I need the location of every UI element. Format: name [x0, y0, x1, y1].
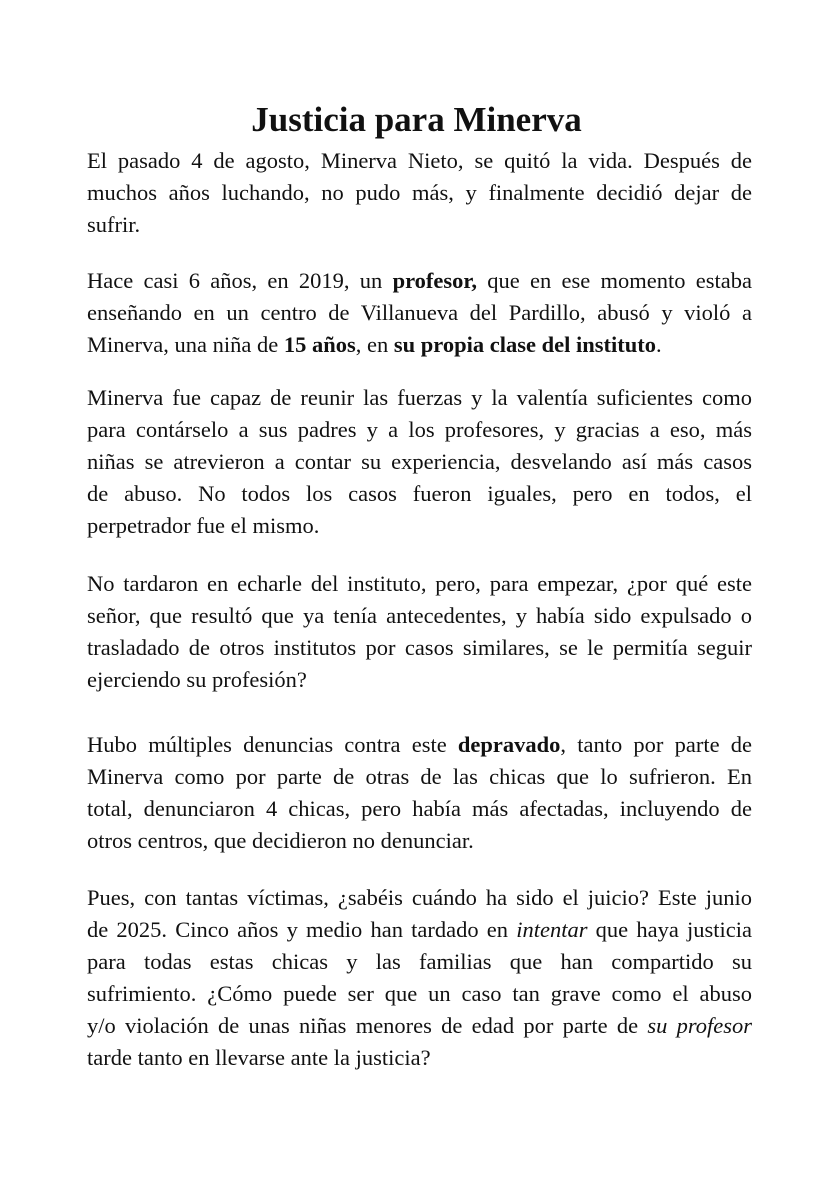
- paragraph-line: niñas se atrevieron a contar su experiencia, desvelando así más casos: [87, 449, 752, 474]
- paragraph-line: sufrimiento. ¿Cómo puede ser que un caso tan grave como el abuso: [87, 981, 752, 1006]
- text-run: que haya justicia: [587, 917, 752, 942]
- paragraph-line: perpetrador fue el mismo.: [87, 513, 320, 538]
- bold-text-run: profesor,: [392, 268, 477, 293]
- paragraph-line: No tardaron en echarle del instituto, pero, para empezar, ¿por qué este: [87, 571, 752, 596]
- paragraph-line: enseñando en un centro de Villanueva del Pardillo, abusó y violó a: [87, 300, 752, 325]
- paragraph-line: tarde tanto en llevarse ante la justicia?: [87, 1045, 431, 1070]
- paragraph-line: para todas estas chicas y las familias que han compartido su: [87, 949, 752, 974]
- bold-text-run: 15 años: [283, 332, 356, 357]
- text-run: Minerva, una niña de: [87, 332, 284, 357]
- italic-text-run: su profesor: [647, 1013, 752, 1038]
- text-run: que en ese momento estaba: [476, 268, 752, 293]
- paragraph-6: [87, 882, 752, 1074]
- paragraph-4: [87, 568, 752, 696]
- paragraph-line: total, denunciaron 4 chicas, pero había más afectadas, incluyendo de: [87, 796, 752, 821]
- bold-text-run: su propia clase del instituto: [393, 332, 656, 357]
- paragraph-line: [87, 729, 752, 761]
- italic-text-run: intentar: [516, 917, 588, 942]
- paragraph-line: de abuso. No todos los casos fueron iguales, pero en todos, el: [87, 481, 752, 506]
- text-run: .: [655, 332, 662, 357]
- paragraph-line: [87, 329, 752, 361]
- text-run: , tanto por parte de: [560, 732, 752, 757]
- paragraph-line: para contárselo a sus padres y a los profesores, y gracias a eso, más: [87, 417, 752, 442]
- paragraph-5: [87, 729, 752, 857]
- paragraph-line: [87, 914, 752, 946]
- paragraph-line: muchos años luchando, no pudo más, y finalmente decidió dejar de: [87, 180, 752, 205]
- paragraph-line: El pasado 4 de agosto, Minerva Nieto, se quitó la vida. Después de: [87, 148, 752, 173]
- text-run: , en: [355, 332, 394, 357]
- paragraph-line: sufrir.: [87, 212, 141, 237]
- paragraph-line: [87, 265, 752, 297]
- text-run: y/o violación de unas niñas menores de edad por parte de: [87, 1013, 648, 1038]
- paragraph-line: señor, que resultó que ya tenía antecedentes, y había sido expulsado o: [87, 603, 752, 628]
- paragraph-line: Minerva como por parte de otras de las chicas que lo sufrieron. En: [87, 764, 752, 789]
- document-title: Justicia para Minerva: [251, 100, 582, 139]
- paragraph-line: Pues, con tantas víctimas, ¿sabéis cuándo ha sido el juicio? Este junio: [87, 885, 752, 910]
- paragraph-2: [87, 265, 752, 361]
- paragraph-1: [87, 145, 752, 241]
- paragraph-line: trasladado de otros institutos por casos similares, se le permitía seguir: [87, 635, 752, 660]
- paragraph-3: [87, 382, 752, 542]
- text-run: Hubo múltiples denuncias contra este: [87, 732, 458, 757]
- text-run: de 2025. Cinco años y medio han tardado en: [87, 917, 517, 942]
- text-run: Hace casi 6 años, en 2019, un: [87, 268, 393, 293]
- paragraph-line: [87, 1010, 752, 1042]
- bold-text-run: depravado: [457, 732, 561, 757]
- paragraph-line: otros centros, que decidieron no denunciar.: [87, 828, 474, 853]
- paragraph-line: Minerva fue capaz de reunir las fuerzas y la valentía suficientes como: [87, 385, 752, 410]
- paragraph-line: ejerciendo su profesión?: [87, 667, 307, 692]
